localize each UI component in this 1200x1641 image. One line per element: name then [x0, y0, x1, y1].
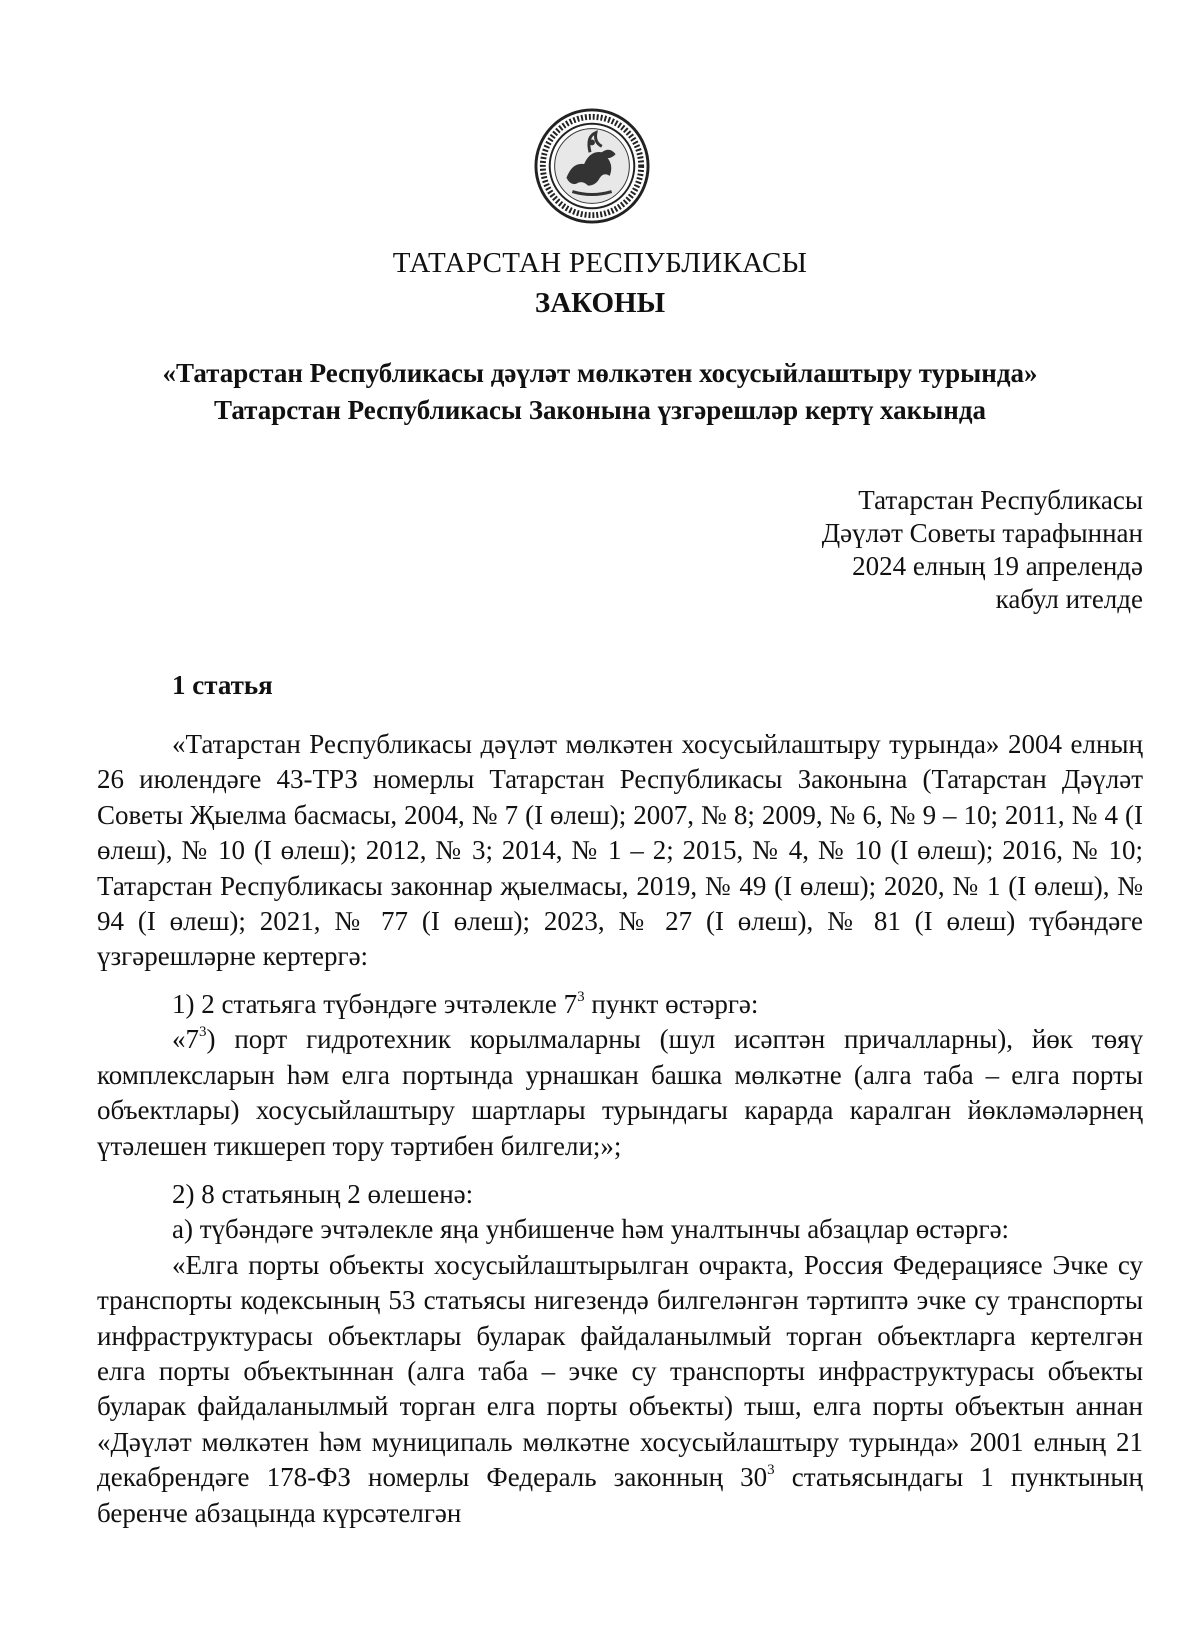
article-heading: 1 статья: [172, 670, 273, 700]
article-intro-block: [97, 727, 1143, 975]
law-subtitle-line1: «Татарстан Республикасы дәүләт мөлкәтен хосусыйлаштыру турында»: [162, 358, 1038, 388]
superscript: 3: [767, 1462, 775, 1479]
item1-block: [97, 987, 1143, 1164]
adoption-line: 2024 елның 19 апрелендә: [852, 551, 1143, 581]
adoption-line: Татарстан Республикасы: [858, 485, 1143, 515]
item1-text: пункт өстәргә:: [584, 989, 759, 1019]
superscript: 3: [199, 1024, 207, 1041]
item2-block: [97, 1177, 1143, 1531]
adoption-line: кабул ителде: [995, 584, 1143, 614]
adoption-note: [822, 484, 1143, 616]
adoption-line: Дәүләт Советы тарафыннан: [821, 518, 1143, 548]
item2a-quote-paragraph: [97, 1248, 1143, 1531]
document-type: ЗАКОНЫ: [534, 287, 666, 319]
law-subtitle-line2: Татарстан Республикасы Законына үзгәрешләр кертү хакында: [214, 395, 986, 425]
item2a-quote-text: «Елга порты объекты хосусыйлаштырылган очракта, Россия Федерациясе Эчке су транспорты кодексының 53 статьясы нигезендә билгеләнгән тәртиптә эчке су транспорты инфраструктурасы объектлары буларак файдаланылмый торган объектларга кертелгән елга порты объектыннан (алга таба – эчке су транспорты инфраструктурасы объекты буларак файдаланылмый торган елга порты объекты) тыш, елга порты объектын аннан «Дәүләт мөлкәтен һәм муниципаль мөлкәтне хосусыйлаштыру турында» 2001 елның 21 декабрендәге 178-ФЗ номерлы Федераль законның 30: [97, 1249, 1143, 1493]
item2-paragraph: 2) 8 статьяның 2 өлешенә:: [172, 1179, 474, 1209]
article-intro-paragraph: «Татарстан Республикасы дәүләт мөлкәтен хосусыйлаштыру турында» 2004 елның 26 июлендәге 43-ТРЗ номерлы Татарстан Республикасы Законына (Татарстан Дәүләт Советы Җыелма басмасы, 2004, № 7 (I өлеш); 2007, № 8; 2009, № 6, № 9 – 10; 2011, № 4 (I өлеш), № 10 (I өлеш); 2012, № 3; 2014, № 1 – 2; 2015, № 4, № 10 (I өлеш); 2016, № 10; Татарстан Республикасы законнар җыелмасы, 2019, № 49 (I өлеш); 2020, № 1 (I өлеш), № 94 (I өлеш); 2021, № 77 (I өлеш); 2023, № 27 (I өлеш), № 81 (I өлеш) түбәндәге үзгәрешләрне кертергә:: [97, 729, 1143, 972]
superscript: 3: [577, 989, 585, 1005]
republic-title: ТАТАРСТАН РЕСПУБЛИКАСЫ: [392, 247, 808, 279]
item2a-quote-text: статьясындагы 1 пунктының беренче абзацында күрсәтелгән: [97, 1462, 1143, 1528]
tatarstan-emblem-icon: [533, 107, 651, 225]
item1-paragraph: [97, 987, 1143, 1022]
item2a-paragraph: а) түбәндәге эчтәлекле яңа унбишенче һәм уналтынчы абзацлар өстәргә:: [172, 1214, 1010, 1245]
item1-quote-paragraph: [97, 1022, 1143, 1164]
item1-text: 1) 2 статьяга түбәндәге эчтәлекле 7: [172, 989, 578, 1019]
item1-quote-text: ) порт гидротехник корылмаларны (шул исәптән причалларны), йөк төяү комплексларын һәм елга портында урнашкан башка мөлкәтне (алга таба – елга порты объектлары) хосусыйлаштыру шартлары турындагы карарда каралган йөкләмәләрнең үтәлешен тикшереп тору тәртибен билгели;»;: [97, 1024, 1143, 1161]
item1-quote-text: «7: [172, 1024, 199, 1055]
